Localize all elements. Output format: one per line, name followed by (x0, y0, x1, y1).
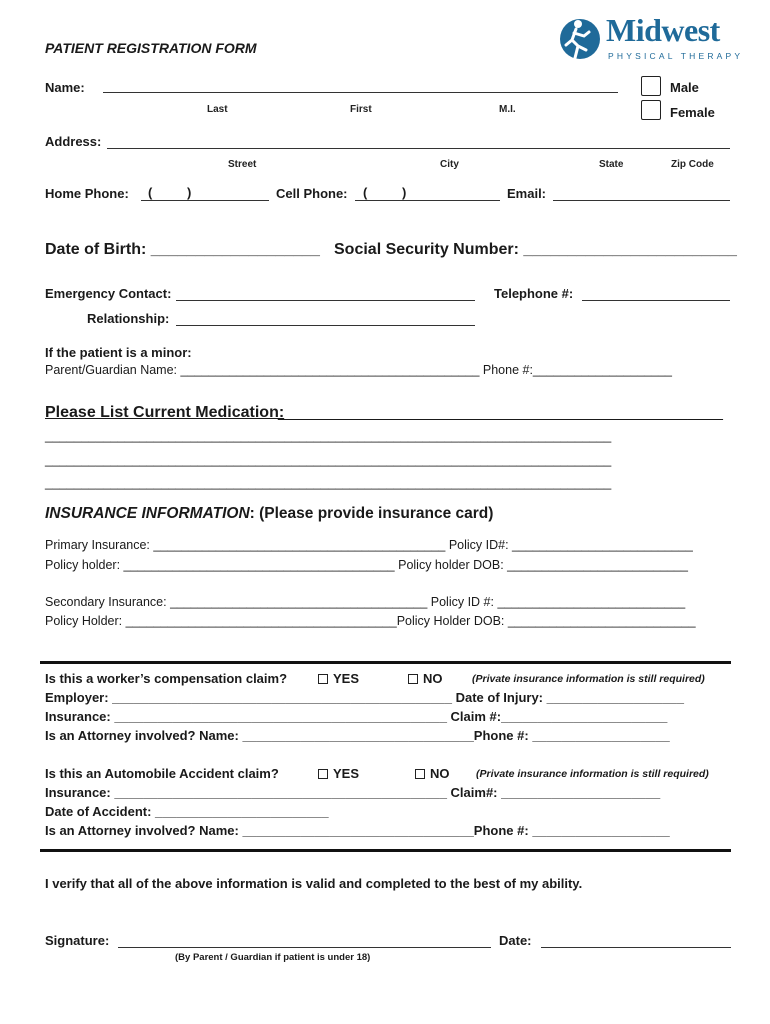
male-checkbox[interactable] (641, 76, 661, 96)
cell-phone-paren-close: ) (402, 185, 407, 200)
workers-comp-yes-option[interactable] (318, 671, 359, 686)
workers-comp-note: (Private insurance information is still required) (472, 673, 705, 685)
auto-attorney-field[interactable]: Is an Attorney involved? Name: ________________________________Phone #: ___________________ (45, 823, 670, 838)
guardian-field[interactable]: Parent/Guardian Name: ___________________________________________ Phone #:____________________ (45, 363, 672, 377)
address-label: Address: (45, 134, 102, 149)
auto-accident-yes-label: YES (333, 766, 360, 781)
auto-accident-no-option[interactable] (415, 766, 450, 781)
auto-accident-yes-option[interactable] (318, 766, 359, 781)
auto-accident-question: Is this an Automobile Accident claim? (45, 766, 279, 781)
form-title: PATIENT REGISTRATION FORM (45, 40, 257, 56)
logo (558, 12, 748, 68)
workers-comp-no-option[interactable] (408, 671, 443, 686)
address-street-sublabel: Street (228, 159, 257, 170)
secondary-holder-field[interactable]: Policy Holder: _______________________________________Policy Holder DOB: ___________________________ (45, 614, 696, 628)
auto-accident-note: (Private insurance information is still required) (476, 768, 709, 780)
auto-insurance-field[interactable]: Insurance: ______________________________________________ Claim#: ______________________ (45, 785, 661, 800)
ssn-field[interactable]: Social Security Number: ________________________ (334, 241, 737, 258)
signature-field[interactable] (118, 947, 491, 948)
name-field[interactable] (103, 92, 618, 93)
auto-accident-yes-checkbox[interactable] (318, 769, 328, 779)
relationship-label: Relationship: (87, 311, 170, 326)
workers-comp-no-checkbox[interactable] (408, 674, 418, 684)
insurance-heading (45, 505, 493, 523)
medication-line[interactable]: ______________________________________________________________________________ (45, 428, 612, 443)
section-divider-bottom (40, 849, 731, 852)
email-field[interactable] (553, 200, 730, 201)
workers-comp-insurance-field[interactable]: Insurance: ______________________________________________ Claim #:_______________________ (45, 709, 668, 724)
address-state-sublabel: State (599, 159, 624, 170)
female-label: Female (670, 105, 715, 120)
workers-comp-yes-checkbox[interactable] (318, 674, 328, 684)
male-label: Male (670, 80, 699, 95)
medication-first-line[interactable]: __________________________________________________ (278, 404, 723, 421)
cell-phone-field[interactable] (355, 200, 500, 201)
logo-name: Midwest (606, 12, 720, 48)
date-label: Date: (499, 933, 532, 948)
emergency-telephone-label: Telephone #: (494, 286, 574, 301)
primary-holder-field[interactable]: Policy holder: _______________________________________ Policy holder DOB: __________________________ (45, 558, 688, 572)
medication-line[interactable]: ______________________________________________________________________________ (45, 452, 612, 467)
address-zip-sublabel: Zip Code (671, 159, 714, 170)
name-last-sublabel: Last (207, 104, 228, 115)
workers-comp-no-label: NO (423, 671, 443, 686)
date-field[interactable] (541, 947, 731, 948)
medication-label: Please List Current Medication: (45, 404, 285, 421)
accident-date-field[interactable]: Date of Accident: ________________________ (45, 804, 329, 819)
relationship-field[interactable] (176, 325, 475, 326)
name-mi-sublabel: M.I. (499, 104, 516, 115)
auto-accident-no-checkbox[interactable] (415, 769, 425, 779)
female-checkbox[interactable] (641, 100, 661, 120)
emergency-contact-field[interactable] (176, 300, 475, 301)
insurance-heading-note: : (Please provide insurance card) (249, 505, 494, 522)
section-divider-top (40, 661, 731, 664)
name-label: Name: (45, 80, 85, 95)
signature-note: (By Parent / Guardian if patient is under 18) (175, 952, 371, 963)
cell-phone-paren-open: ( (363, 185, 368, 200)
insurance-heading-title: INSURANCE INFORMATION (45, 505, 250, 522)
minor-heading: If the patient is a minor: (45, 345, 192, 360)
home-phone-paren-open: ( (148, 185, 153, 200)
workers-comp-attorney-field[interactable]: Is an Attorney involved? Name: ________________________________Phone #: ___________________ (45, 728, 670, 743)
cell-phone-label: Cell Phone: (276, 186, 348, 201)
signature-label: Signature: (45, 933, 110, 948)
emergency-telephone-field[interactable] (582, 300, 730, 301)
employer-field[interactable]: Employer: _______________________________________________ Date of Injury: ___________________ (45, 690, 684, 705)
home-phone-paren-close: ) (187, 185, 192, 200)
home-phone-label: Home Phone: (45, 186, 129, 201)
email-label: Email: (507, 186, 547, 201)
workers-comp-yes-label: YES (333, 671, 360, 686)
dob-field[interactable]: Date of Birth: ___________________ (45, 241, 320, 258)
primary-insurance-field[interactable]: Primary Insurance: __________________________________________ Policy ID#: __________________________ (45, 538, 693, 552)
logo-tagline: PHYSICAL THERAPY (608, 51, 744, 61)
address-city-sublabel: City (440, 159, 459, 170)
runner-logo-icon (558, 12, 604, 66)
auto-accident-no-label: NO (430, 766, 450, 781)
name-first-sublabel: First (350, 104, 372, 115)
address-field[interactable] (107, 148, 730, 149)
verification-text: I verify that all of the above information is valid and completed to the best of my ability. (45, 876, 583, 891)
medication-line[interactable]: ______________________________________________________________________________ (45, 475, 612, 490)
secondary-insurance-field[interactable]: Secondary Insurance: _____________________________________ Policy ID #: ___________________________ (45, 595, 686, 609)
workers-comp-question: Is this a worker’s compensation claim? (45, 671, 288, 686)
home-phone-field[interactable] (141, 200, 269, 201)
emergency-contact-label: Emergency Contact: (45, 286, 172, 301)
